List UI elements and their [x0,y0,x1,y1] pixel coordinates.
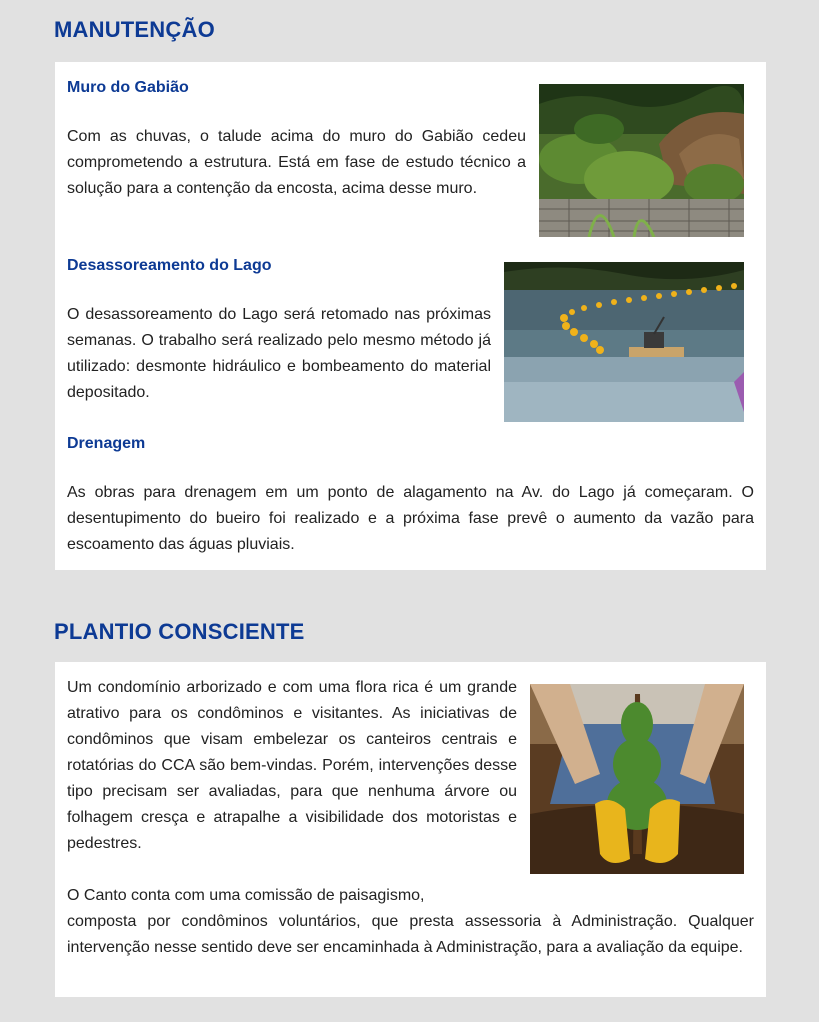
text-plantio-intro: Um condomínio arborizado e com uma flora rica é um grande atrativo para os condôminos e visitantes. As iniciativas de condôminos que visam embelezar os canteiros centrais e rotatórias do CCA são bem-vindas. Porém, intervenções desse tipo precisam ser avaliadas, para que nenhuma árvore ou folhagem cresça e atrapalhe a visibilidade dos motoristas e pedestres. [67,679,517,852]
planting-card [55,662,766,997]
lake-dredging-photo [504,262,744,422]
section-title-manutencao: MANUTENÇÃO [54,17,215,42]
retaining-wall-photo [539,84,744,237]
text-plantio-comissao: composta por condôminos voluntários, que presta assessoria à Administração. Qualquer intervenção nesse sentido deve ser encaminhada à Administração, para a avaliação da equipe. [67,913,754,956]
maintenance-card [55,62,766,570]
heading-drenagem: Drenagem [67,435,146,452]
tree-planting-photo [530,684,744,874]
heading-muro-gabiao: Muro do Gabião [67,79,189,96]
heading-desassoreamento: Desassoreamento do Lago [67,257,272,274]
text-desassoreamento: O desassoreamento do Lago será retomado nas próximas semanas. O trabalho será realizado pelo mesmo método já utilizado: desmonte hidráulico e bombeamento do material depositado. [67,306,491,401]
text-plantio-comissao-line1: O Canto conta com uma comissão de paisagismo, [67,887,425,904]
text-drenagem: As obras para drenagem em um ponto de alagamento na Av. do Lago já começaram. O desentupimento do bueiro foi realizado e a próxima fase prevê o aumento da vazão para escoamento das águas pluviais. [67,484,754,553]
section-title-plantio: PLANTIO CONSCIENTE [54,619,305,644]
text-muro-gabiao: Com as chuvas, o talude acima do muro do Gabião cedeu comprometendo a estrutura. Está em fase de estudo técnico a solução para a contenção da encosta, acima desse muro. [67,128,526,197]
